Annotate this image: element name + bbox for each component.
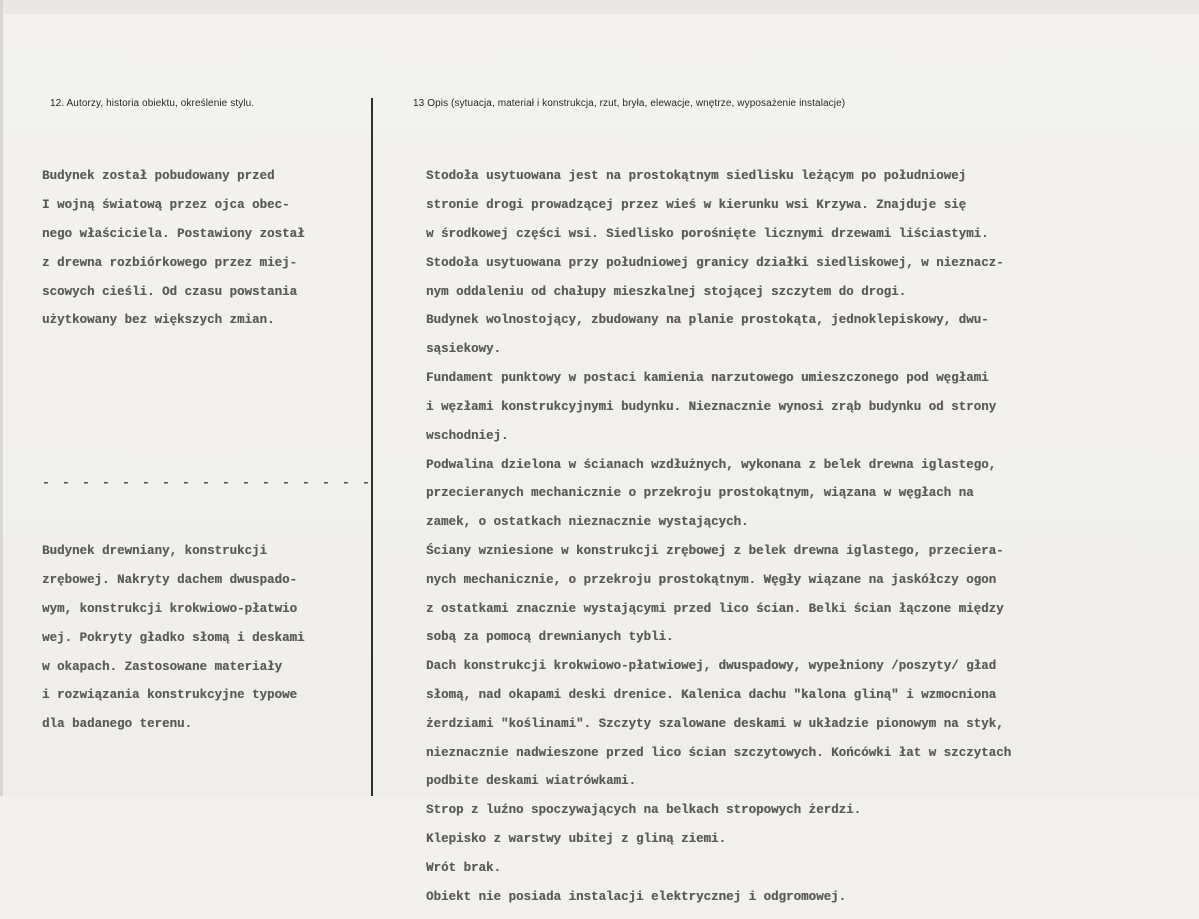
- history-text: [42, 155, 372, 328]
- text-line: nym oddaleniu od chałupy mieszkalnej stojącej szczytem do drogi.: [426, 284, 907, 299]
- text-line: Strop z luźno spoczywających na belkach stropowych żerdzi.: [426, 803, 862, 818]
- text-line: Budynek drewniany, konstrukcji: [42, 544, 268, 559]
- text-line: Budynek wolnostojący, zbudowany na planie prostokąta, jednoklepiskowy, dwu-: [426, 313, 989, 328]
- text-line: Wrót brak.: [426, 860, 502, 875]
- text-line: zrębowej. Nakryty dachem dwuspado-: [42, 573, 298, 588]
- text-line: wym, konstrukcji krokwiowo-płatwio: [42, 602, 298, 617]
- text-line: nych mechanicznie, o przekroju prostokątnym. Węgły wiązane na jaskółczy ogon: [426, 572, 997, 587]
- text-line: i węzłami konstrukcyjnymi budynku. Nieznacznie wynosi zrąb budynku od strony: [426, 399, 997, 414]
- section-13-header: 13 Opis (sytuacja, materiał i konstrukcja, rzut, bryła, elewacje, wnętrze, wyposażenie instalacje): [413, 98, 846, 109]
- dashed-separator: - - - - - - - - - - - - - - - - -: [42, 475, 373, 490]
- text-line: użytkowany bez większych zmian.: [42, 313, 275, 328]
- text-line: nego właściciela. Postawiony został: [42, 227, 305, 242]
- text-line: i rozwiązania konstrukcyjne typowe: [42, 688, 298, 703]
- text-line: Obiekt nie posiada instalacji elektrycznej i odgromowej.: [426, 889, 847, 904]
- text-line: przecieranych mechanicznie o przekroju prostokątnym, wiązana w węgłach na: [426, 486, 974, 501]
- text-line: sobą za pomocą drewnianych tybli.: [426, 630, 674, 645]
- style-text: [42, 530, 372, 732]
- text-line: z drewna rozbiórkowego przez miej-: [42, 255, 298, 270]
- text-line: Dach konstrukcji krokwiowo-płatwiowej, dwuspadowy, wypełniony /poszyty/ gład: [426, 659, 997, 674]
- text-line: z ostatkami znacznie wystającymi przed lico ścian. Belki ścian łączone między: [426, 601, 1004, 616]
- page-top-edge: [0, 0, 1199, 14]
- text-line: scowych cieśli. Od czasu powstania: [42, 284, 298, 299]
- section-12-header: 12. Autorzy, historia obiektu, określenie stylu.: [50, 98, 255, 109]
- text-line: I wojną światową przez ojca obec-: [42, 198, 290, 213]
- text-line: stronie drogi prowadzącej przez wieś w kierunku wsi Krzywa. Znajduje się: [426, 198, 967, 213]
- page-left-edge: [0, 0, 3, 796]
- text-line: Klepisko z warstwy ubitej z gliną ziemi.: [426, 832, 727, 847]
- text-line: Podwalina dzielona w ścianach wzdłużnych, wykonana z belek drewna iglastego,: [426, 457, 997, 472]
- text-line: dla badanego terenu.: [42, 717, 193, 732]
- text-line: w środkowej części wsi. Siedlisko porośnięte licznymi drzewami liściastymi.: [426, 227, 989, 242]
- text-line: Budynek został pobudowany przed: [42, 169, 275, 184]
- text-line: żerdziami "koślinami". Szczyty szalowane deskami w układzie pionowym na styk,: [426, 716, 1004, 731]
- text-line: Fundament punktowy w postaci kamienia narzutowego umieszczonego pod węgłami: [426, 371, 989, 386]
- text-line: sąsiekowy.: [426, 342, 502, 357]
- text-line: Ściany wzniesione w konstrukcji zrębowej z belek drewna iglastego, przeciera-: [426, 543, 1004, 558]
- text-line: wschodniej.: [426, 428, 509, 443]
- text-line: Stodoła usytuowana przy południowej granicy działki siedliskowej, w nieznacz-: [426, 255, 1004, 270]
- text-line: w okapach. Zastosowane materiały: [42, 659, 283, 674]
- text-line: nieznacznie nadwieszone przed lico ścian szczytowych. Końcówki łat w szczytach: [426, 745, 1012, 760]
- text-line: podbite deskami wiatrówkami.: [426, 774, 637, 789]
- text-line: zamek, o ostatkach nieznacznie wystających.: [426, 515, 749, 530]
- description-text: [426, 155, 1196, 919]
- text-line: wej. Pokryty gładko słomą i deskami: [42, 630, 305, 645]
- text-line: słomą, nad okapami deski drenice. Kalenica dachu "kalona gliną" i wzmocniona: [426, 688, 997, 703]
- text-line: Stodoła usytuowana jest na prostokątnym siedlisku leżącym po południowej: [426, 169, 967, 184]
